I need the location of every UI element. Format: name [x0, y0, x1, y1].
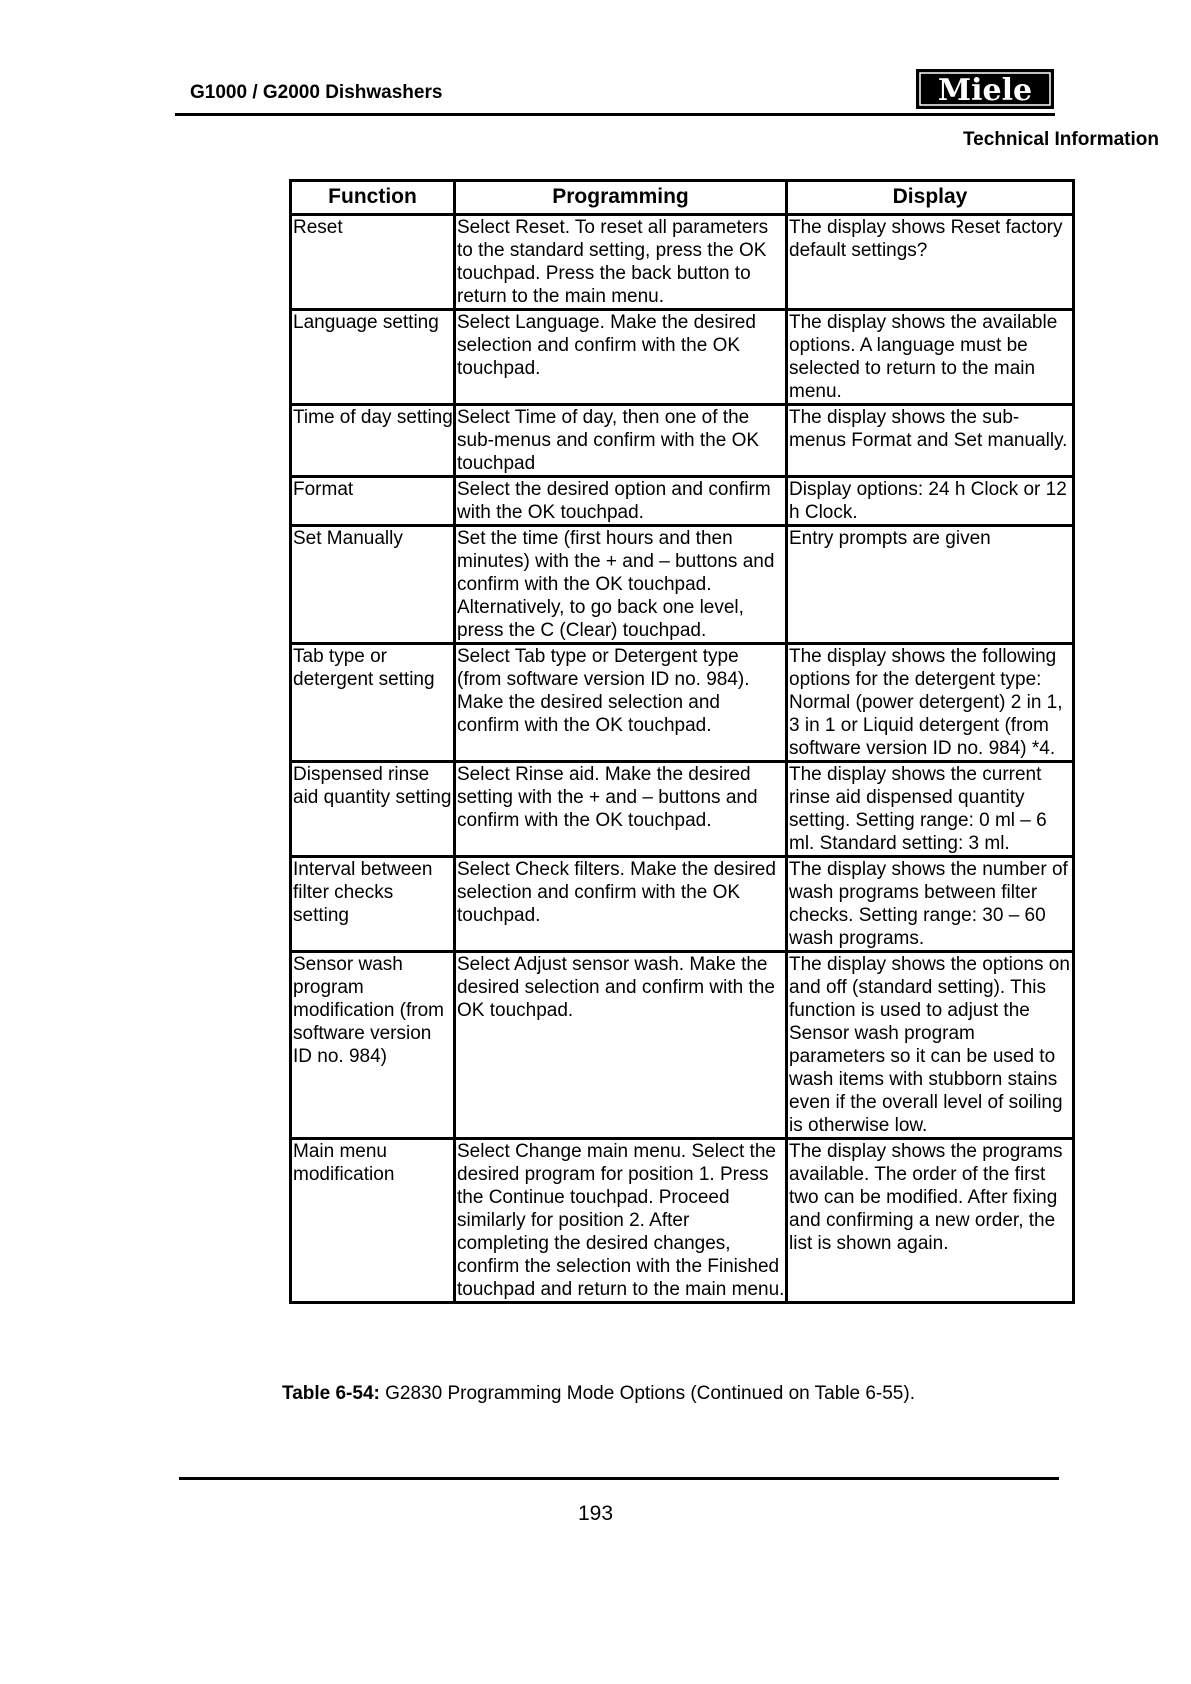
table-row: [291, 857, 1074, 952]
function-cell: Format: [291, 477, 455, 526]
programming-cell: Select Tab type or Detergent type (from software version ID no. 984). Make the desired selection and confirm with the OK touchpad.: [455, 644, 787, 762]
column-header-programming: Programming: [455, 181, 787, 215]
programming-cell: Select the desired option and confirm with the OK touchpad.: [455, 477, 787, 526]
table-row: [291, 952, 1074, 1139]
programming-options-table: [289, 179, 1075, 1304]
header-rule: [175, 113, 1055, 116]
function-cell: Tab type or detergent setting: [291, 644, 455, 762]
function-cell: Interval between filter checks setting: [291, 857, 455, 952]
function-cell: Reset: [291, 215, 455, 310]
table-row: [291, 310, 1074, 405]
display-cell: Entry prompts are given: [787, 526, 1074, 644]
table-row: [291, 526, 1074, 644]
display-cell: Display options: 24 h Clock or 12 h Clock.: [787, 477, 1074, 526]
programming-cell: Select Rinse aid. Make the desired setting with the + and – buttons and confirm with the OK touchpad.: [455, 762, 787, 857]
programming-cell: Select Language. Make the desired selection and confirm with the OK touchpad.: [455, 310, 787, 405]
programming-cell: Set the time (first hours and then minutes) with the + and – buttons and confirm with the OK touchpad. Alternatively, to go back one level, press the C (Clear) touchpad.: [455, 526, 787, 644]
display-cell: The display shows Reset factory default settings?: [787, 215, 1074, 310]
programming-cell: Select Adjust sensor wash. Make the desired selection and confirm with the OK touchpad.: [455, 952, 787, 1139]
function-cell: Language setting: [291, 310, 455, 405]
display-cell: The display shows the options on and off (standard setting). This function is used to adjust the Sensor wash program parameters so it can be used to wash items with stubborn stains even if the overall level of soiling is otherwise low.: [787, 952, 1074, 1139]
display-cell: The display shows the number of wash programs between filter checks. Setting range: 30 – 60 wash programs.: [787, 857, 1074, 952]
display-cell: The display shows the programs available. The order of the first two can be modified. After fixing and confirming a new order, the list is shown again.: [787, 1139, 1074, 1303]
display-cell: The display shows the sub-menus Format and Set manually.: [787, 405, 1074, 477]
display-cell: The display shows the following options for the detergent type: Normal (power detergent) 2 in 1, 3 in 1 or Liquid detergent (from software version ID no. 984) *4.: [787, 644, 1074, 762]
function-cell: Dispensed rinse aid quantity setting: [291, 762, 455, 857]
table-header-row: [291, 181, 1074, 215]
programming-cell: Select Reset. To reset all parameters to the standard setting, press the OK touchpad. Press the back button to return to the main menu.: [455, 215, 787, 310]
caption-text: G2830 Programming Mode Options (Continued on Table 6-55).: [379, 1383, 915, 1404]
table-row: [291, 644, 1074, 762]
programming-cell: Select Check filters. Make the desired selection and confirm with the OK touchpad.: [455, 857, 787, 952]
table-row: [291, 405, 1074, 477]
function-cell: Set Manually: [291, 526, 455, 644]
column-header-function: Function: [291, 181, 455, 215]
brand-wordmark: Miele: [937, 73, 1033, 108]
display-cell: The display shows the available options. A language must be selected to return to the main menu.: [787, 310, 1074, 405]
caption-label: Table 6-54:: [282, 1383, 380, 1404]
display-cell: The display shows the current rinse aid dispensed quantity setting. Setting range: 0 ml – 6 ml. Standard setting: 3 ml.: [787, 762, 1074, 857]
footer-rule: [179, 1477, 1059, 1480]
table-row: [291, 762, 1074, 857]
function-cell: Time of day setting: [291, 405, 455, 477]
document-title: G1000 / G2000 Dishwashers: [190, 82, 443, 103]
table-row: [291, 477, 1074, 526]
programming-cell: Select Time of day, then one of the sub-menus and confirm with the OK touchpad: [455, 405, 787, 477]
page-number: 193: [577, 1502, 614, 1525]
table-caption: [282, 1383, 915, 1405]
function-cell: Main menu modification: [291, 1139, 455, 1303]
miele-logo: [916, 69, 1054, 109]
function-cell: Sensor wash program modification (from software version ID no. 984): [291, 952, 455, 1139]
table-row: [291, 1139, 1074, 1303]
programming-cell: Select Change main menu. Select the desired program for position 1. Press the Continue touchpad. Proceed similarly for position 2. After completing the desired changes, confirm the selection with the Finished touchpad and return to the main menu.: [455, 1139, 787, 1303]
column-header-display: Display: [787, 181, 1074, 215]
table-row: [291, 215, 1074, 310]
section-title: Technical Information: [962, 129, 1159, 150]
